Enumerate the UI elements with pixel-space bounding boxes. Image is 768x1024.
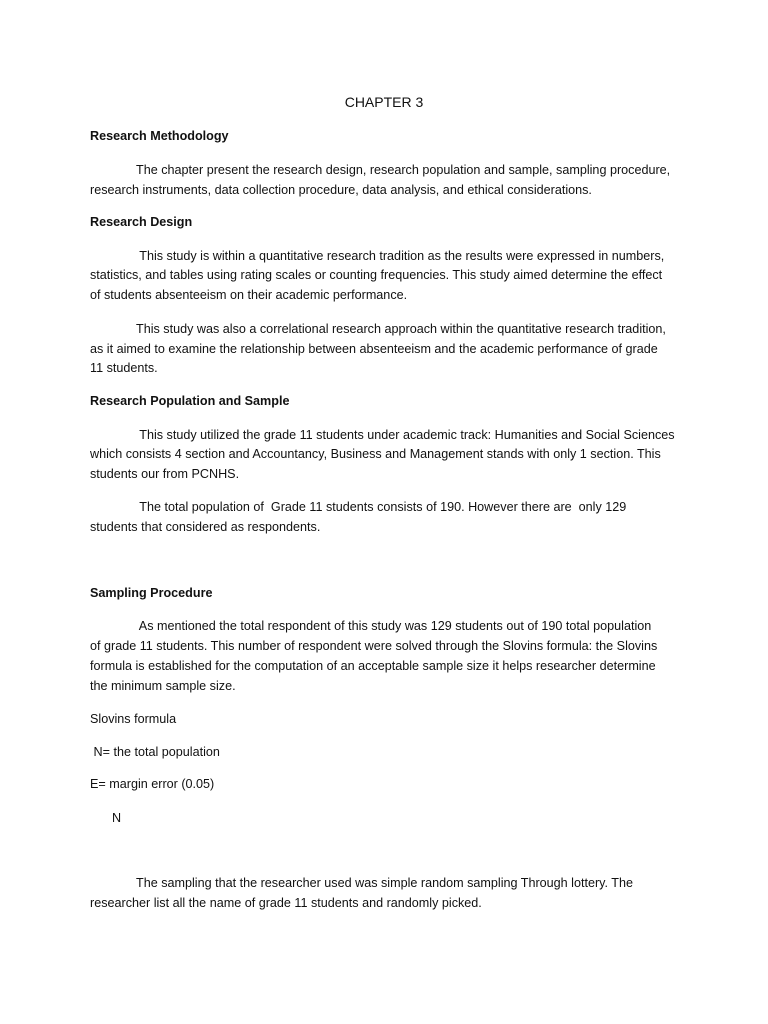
formula-n-symbol: N xyxy=(112,811,122,825)
sampling-paragraph-line: the minimum sample size. xyxy=(90,679,236,693)
formula-n-definition: N= the total population xyxy=(90,745,220,759)
design-paragraph-line: statistics, and tables using rating scales or counting frequencies. This study aimed determine the effect xyxy=(90,268,663,282)
heading-sampling-procedure: Sampling Procedure xyxy=(90,586,213,600)
design-paragraph-line: 11 students. xyxy=(90,361,158,375)
population-paragraph-line: students our from PCNHS. xyxy=(90,467,240,481)
design-paragraph-line: as it aimed to examine the relationship between absenteeism and the academic performance of grade xyxy=(90,342,658,356)
methodology-paragraph-line: research instruments, data collection procedure, data analysis, and ethical considerations. xyxy=(90,183,592,197)
population-paragraph-line: which consists 4 section and Accountancy, Business and Management stands with only 1 section. This xyxy=(90,447,661,461)
population-paragraph-line: students that considered as respondents. xyxy=(90,520,321,534)
heading-research-methodology: Research Methodology xyxy=(90,129,229,143)
formula-label: Slovins formula xyxy=(90,712,177,726)
heading-research-design: Research Design xyxy=(90,215,193,229)
methodology-paragraph-line: The chapter present the research design, research population and sample, sampling procedure, xyxy=(136,163,671,177)
design-paragraph-line: This study was also a correlational research approach within the quantitative research tradition, xyxy=(136,322,666,336)
sampling-paragraph-line: The sampling that the researcher used was simple random sampling Through lottery. The xyxy=(136,876,634,890)
population-paragraph-line: The total population of Grade 11 students consists of 190. However there are only 129 xyxy=(136,500,627,514)
sampling-paragraph-line: formula is established for the computation of an acceptable sample size it helps researcher determine xyxy=(90,659,656,673)
population-paragraph-line: This study utilized the grade 11 students under academic track: Humanities and Social Sciences xyxy=(136,428,675,442)
formula-e-definition: E= margin error (0.05) xyxy=(90,777,215,791)
sampling-paragraph-line: of grade 11 students. This number of respondent were solved through the Slovins formula: the Slovins xyxy=(90,639,658,653)
design-paragraph-line: of students absenteeism on their academic performance. xyxy=(90,288,408,302)
heading-research-population: Research Population and Sample xyxy=(90,394,290,408)
page-title: CHAPTER 3 xyxy=(344,94,424,110)
sampling-paragraph-line: researcher list all the name of grade 11 students and randomly picked. xyxy=(90,896,482,910)
sampling-paragraph-line: As mentioned the total respondent of this study was 129 students out of 190 total population xyxy=(136,619,652,633)
design-paragraph-line: This study is within a quantitative research tradition as the results were expressed in numbers, xyxy=(136,249,665,263)
